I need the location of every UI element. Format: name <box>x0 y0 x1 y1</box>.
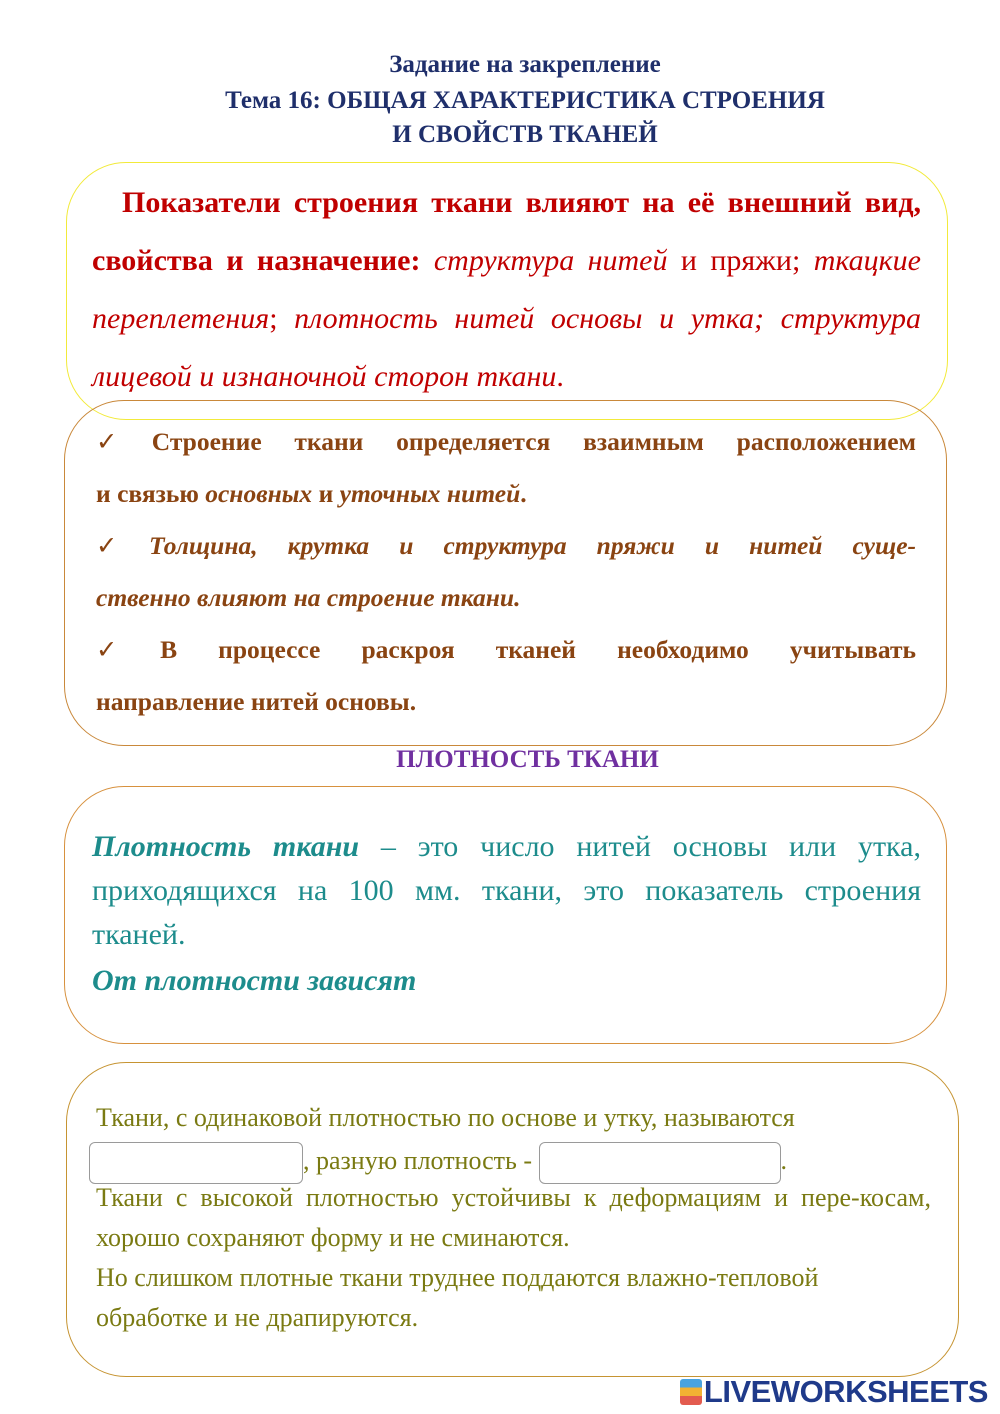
fact-2: Толщина, крутка и структура пряжи и нитей суще- <box>149 531 917 560</box>
indicator-3: плотность нитей основы и утка; <box>294 302 764 335</box>
period: . <box>556 360 564 393</box>
header-line-1: Задание на закрепление <box>389 51 661 78</box>
indicator-2: ткацкие переплетения <box>92 244 921 335</box>
fact-3-line-2: направление нитей основы. <box>96 687 417 716</box>
indicators-lead: Показатели строения ткани влияют на её внешний вид, свойства и назначение: <box>92 186 921 277</box>
fact-2-cont: ственно влияют на строение ткани. <box>96 583 521 612</box>
liveworksheets-logo <box>680 1374 988 1410</box>
indicator-1-cont: и пряжи; <box>680 244 801 277</box>
separator: ; <box>269 302 278 335</box>
check-icon: ✓ <box>96 427 144 456</box>
structure-facts-list <box>96 416 916 728</box>
exercise-line-1: Ткани, с одинаковой плотностью по основе и утку, называются <box>96 1103 795 1132</box>
logo-icon <box>680 1379 702 1405</box>
topic-title-cont: И СВОЙСТВ ТКАНЕЙ <box>392 121 658 148</box>
fact-1-and: и <box>318 479 334 508</box>
check-icon: ✓ <box>96 531 142 560</box>
fact-1-line-1: ✓ Строение ткани определяется взаимным расположением <box>96 427 916 456</box>
fact-2-line-1 <box>96 520 916 572</box>
fact-1-line-2: и связью основных и уточных нитей. <box>96 479 527 508</box>
indicator-4: структура лицевой и изнаночной сторон ткани <box>92 302 922 393</box>
fact-3: В процессе раскроя тканей необходимо учитывать <box>160 635 916 664</box>
exercise-paragraph-2: Ткани с высокой плотностью устойчивы к деформациям и пере-косам, хорошо сохраняют форму и не сминаются. <box>96 1183 931 1252</box>
indicator-1: структура нитей <box>433 244 668 277</box>
fact-3-line-1 <box>96 624 916 676</box>
topic-title: Тема 16: ОБЩАЯ ХАРАКТЕРИСТИКА СТРОЕНИЯ <box>225 87 825 114</box>
structure-indicators-text <box>92 174 921 406</box>
check-icon: ✓ <box>96 635 153 664</box>
fact-1-term-2: уточных нитей <box>339 479 521 508</box>
fact-1-end: . <box>520 479 527 508</box>
logo-text: LIVEWORKSHEETS <box>703 1374 988 1409</box>
exercise-end: . <box>780 1146 788 1175</box>
fact-2-line-2 <box>96 572 916 624</box>
density-definition-text: – это число нитей основы или утка, приходящихся на 100 мм. ткани, это показатель строения тканей. <box>92 830 921 951</box>
exercise-mid: , разную плотность - <box>303 1146 533 1175</box>
density-depends: От плотности зависят <box>92 964 417 997</box>
density-definition <box>92 825 921 957</box>
exercise-paragraph-3: Но слишком плотные ткани труднее поддаются влажно-тепловой обработке и не драпируются. <box>96 1263 819 1332</box>
section-title: ПЛОТНОСТЬ ТКАНИ <box>396 746 659 773</box>
density-term: Плотность ткани <box>92 830 360 863</box>
fact-1-term-1: основных <box>205 479 313 508</box>
